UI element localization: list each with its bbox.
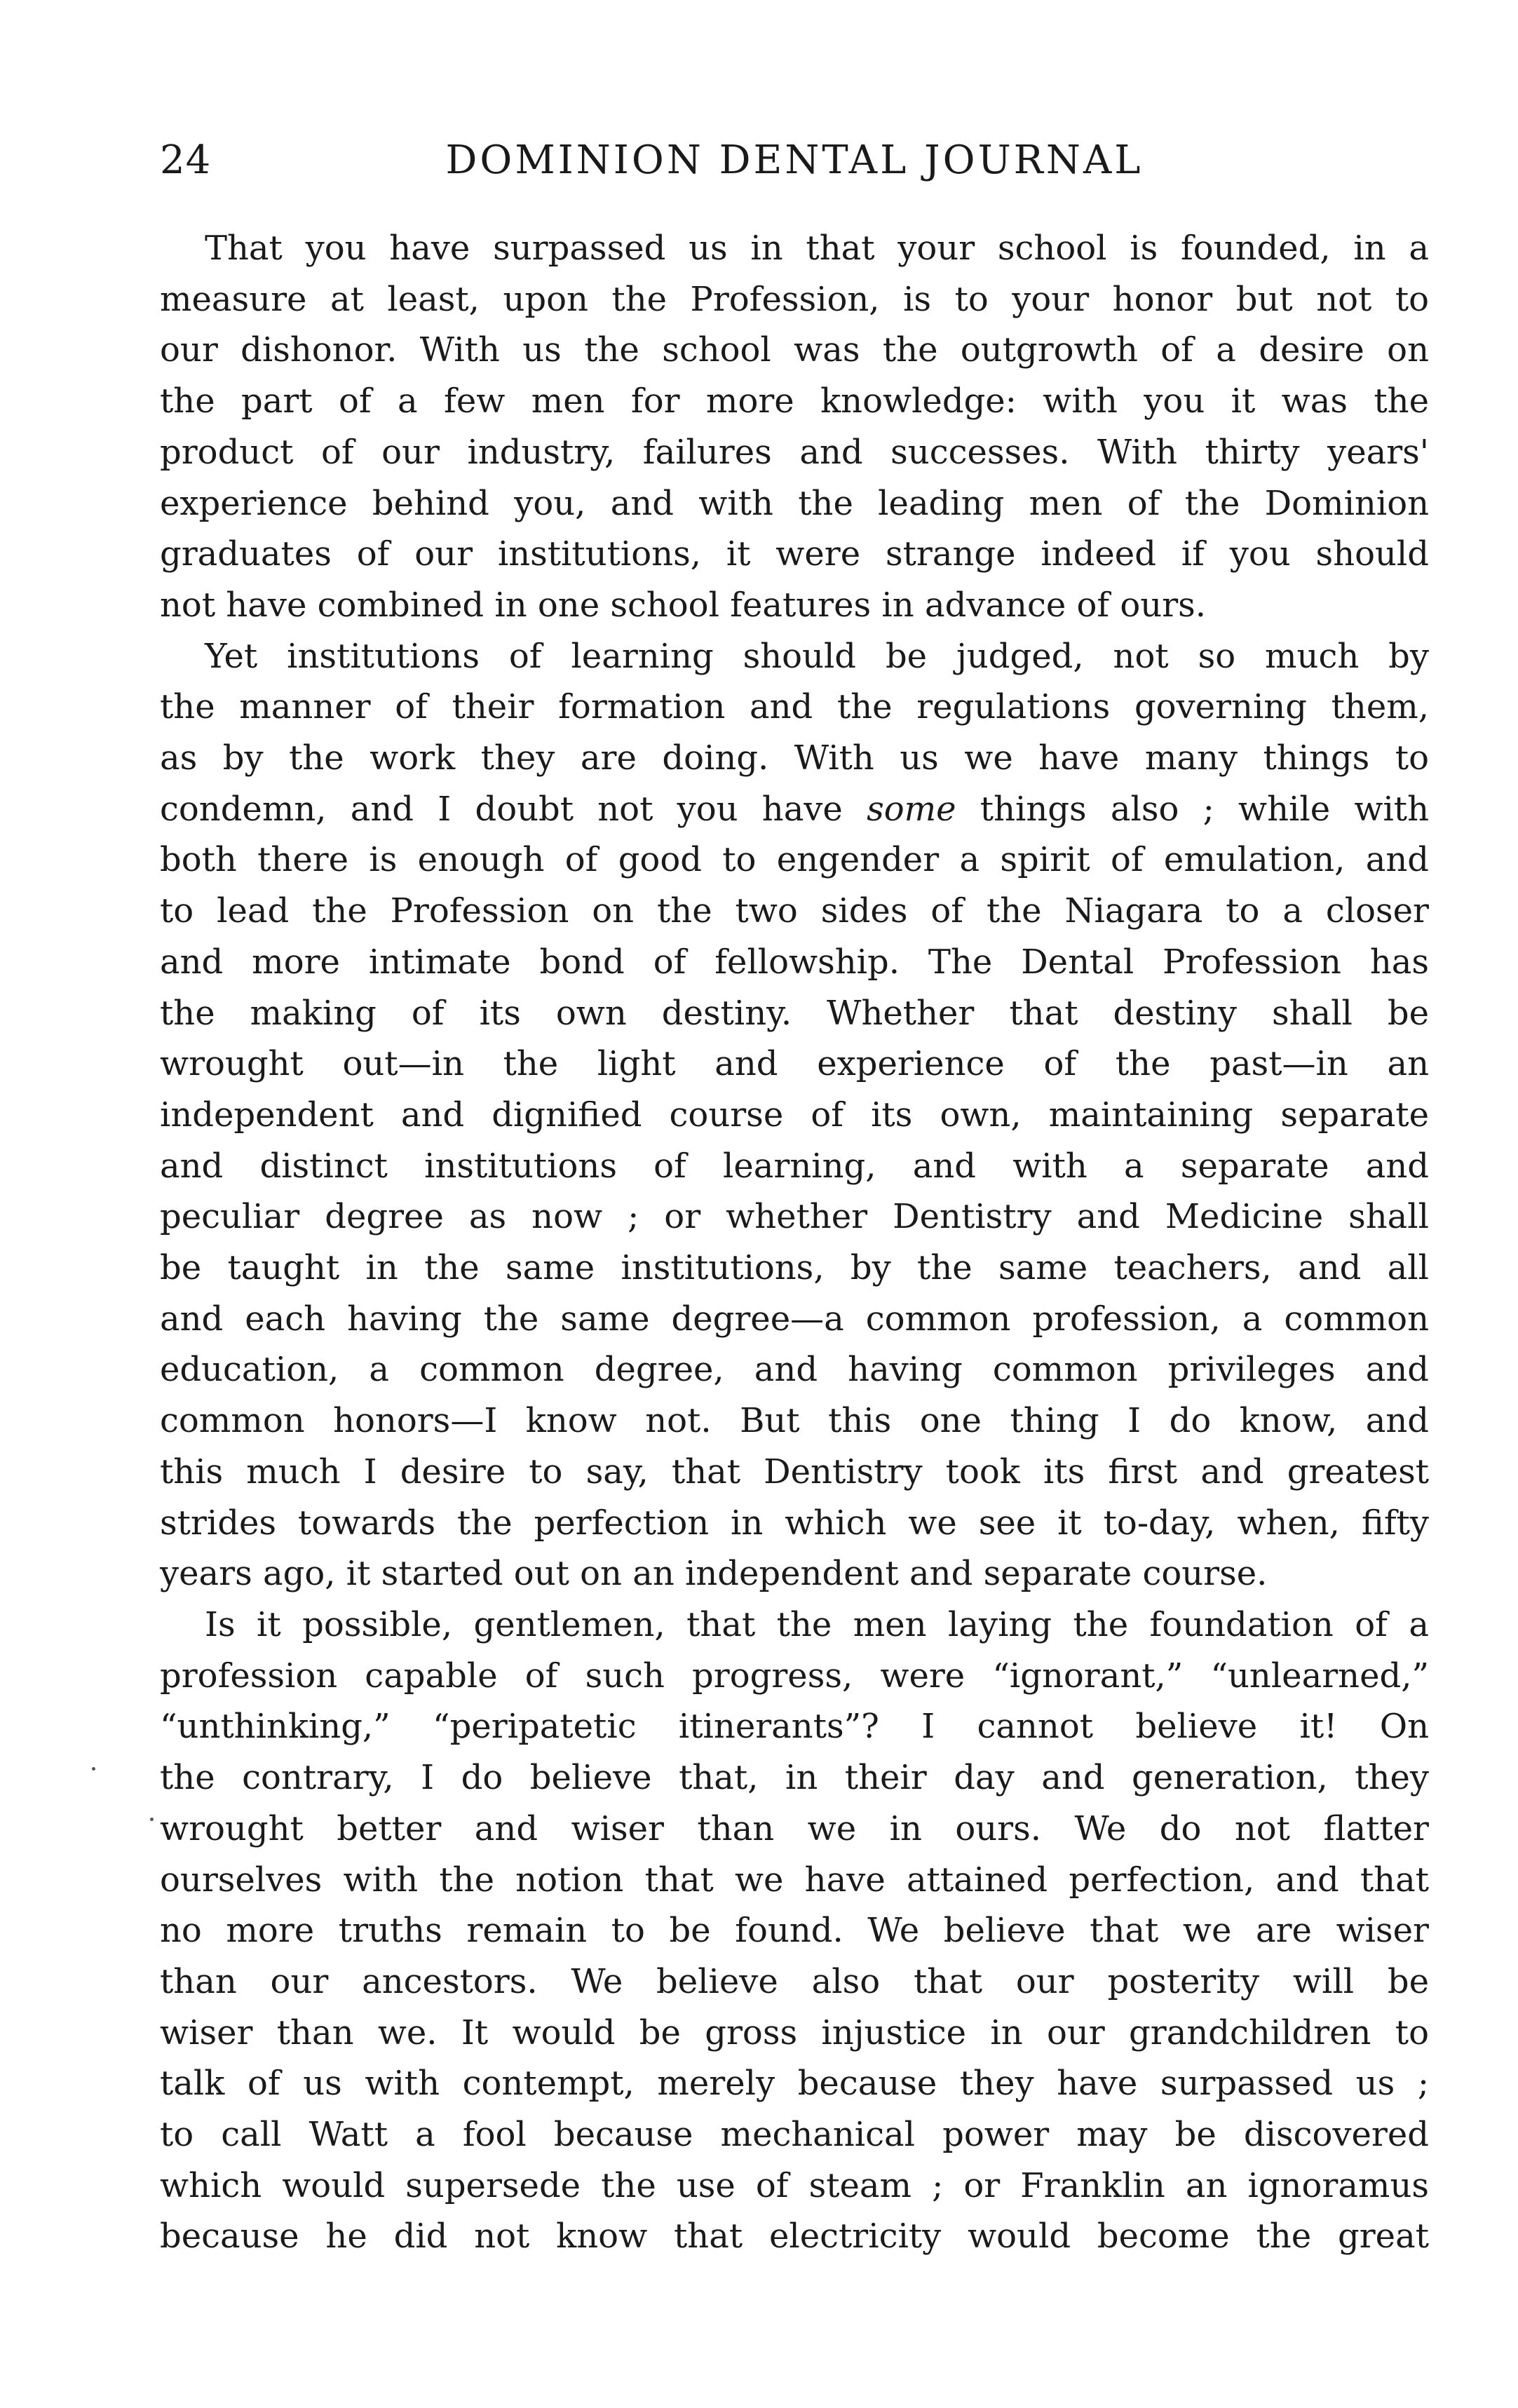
body-text	[160, 223, 1429, 2262]
text-line: wrought better and wiser than we in ours. We do not flatter	[160, 1808, 1429, 1848]
paragraph-1	[160, 223, 1429, 631]
page-header	[160, 137, 1429, 201]
text-line: the contrary, I do believe that, in their day and generation, they	[160, 1758, 1429, 1798]
text-line: wiser than we. It would be gross injustice in our grandchildren to	[160, 2013, 1429, 2052]
text-line: peculiar degree as now ; or whether Dentistry and Medicine shall	[160, 1197, 1429, 1237]
text-line: education, a common degree, and having common privileges and	[160, 1350, 1429, 1390]
text-line: “unthinking,” “peripatetic itinerants”? I cannot believe it! On	[160, 1707, 1429, 1747]
text-line: strides towards the perfection in which we see it to-day, when, fifty	[160, 1503, 1429, 1543]
text-line: measure at least, upon the Profession, is to your honor but not to	[160, 279, 1429, 319]
text-line: because he did not know that electricity would become the great	[160, 2217, 1429, 2257]
text-line: and distinct institutions of learning, and with a separate and	[160, 1146, 1429, 1186]
text-line: experience behind you, and with the leading men of the Dominion	[160, 483, 1429, 523]
text-line: Is it possible, gentlemen, that the men laying the foundation of a	[205, 1604, 1429, 1644]
text-line: to lead the Profession on the two sides of the Niagara to a closer	[160, 891, 1429, 931]
page-number: 24	[160, 137, 212, 183]
text-line: our dishonor. With us the school was the outgrowth of a desire on	[160, 330, 1429, 370]
text-line: ourselves with the notion that we have attained perfection, and that	[160, 1860, 1429, 1900]
text-line: talk of us with contempt, merely because they have surpassed us ;	[160, 2064, 1429, 2104]
paragraph-3	[160, 1599, 1429, 2262]
text-line: years ago, it started out on an independent and separate course.	[160, 1554, 1268, 1594]
text-line: this much I desire to say, that Dentistry took its first and greatest	[160, 1452, 1429, 1492]
paragraph-2	[160, 631, 1429, 1599]
text-fragment: condemn, and I doubt not you have	[160, 789, 843, 829]
text-line-with-italic	[160, 784, 1429, 835]
running-title: DOMINION DENTAL JOURNAL	[445, 137, 1144, 183]
scan-speck	[92, 1767, 95, 1771]
text-line: be taught in the same institutions, by the same teachers, and all	[160, 1248, 1429, 1288]
text-line: product of our industry, failures and successes. With thirty years'	[160, 432, 1429, 472]
text-line: which would supersede the use of steam ; or Franklin an ignoramus	[160, 2165, 1429, 2205]
text-line: graduates of our institutions, it were strange indeed if you should	[160, 534, 1429, 574]
text-line: and more intimate bond of fellowship. The Dental Profession has	[160, 942, 1429, 982]
text-line: no more truths remain to be found. We believe that we are wiser	[160, 1911, 1429, 1951]
text-line: the manner of their formation and the regulations governing them,	[160, 687, 1429, 727]
italic-word: some	[867, 789, 956, 829]
text-fragment: things also ; while with	[980, 789, 1429, 829]
text-line: independent and dignified course of its own, maintaining separate	[160, 1095, 1429, 1135]
text-line: Yet institutions of learning should be judged, not so much by	[205, 636, 1429, 676]
text-line: as by the work they are doing. With us we have many things to	[160, 738, 1429, 778]
text-line: to call Watt a fool because mechanical power may be discovered	[160, 2115, 1429, 2155]
scan-speck	[150, 1818, 154, 1821]
text-line: wrought out—in the light and experience of the past—in an	[160, 1044, 1429, 1084]
text-line: profession capable of such progress, were “ignorant,” “unlearned,”	[160, 1656, 1429, 1696]
text-line: and each having the same degree—a common profession, a common	[160, 1299, 1429, 1339]
text-line: than our ancestors. We believe also that our posterity will be	[160, 1961, 1429, 2001]
text-line: That you have surpassed us in that your school is founded, in a	[205, 229, 1429, 268]
text-line: not have combined in one school features in advance of ours.	[160, 585, 1207, 625]
text-line: common honors—I know not. But this one thing I do know, and	[160, 1401, 1429, 1441]
text-line: both there is enough of good to engender a spirit of emulation, and	[160, 840, 1429, 880]
text-line: the part of a few men for more knowledge: with you it was the	[160, 381, 1429, 421]
text-line: the making of its own destiny. Whether that destiny shall be	[160, 993, 1429, 1033]
